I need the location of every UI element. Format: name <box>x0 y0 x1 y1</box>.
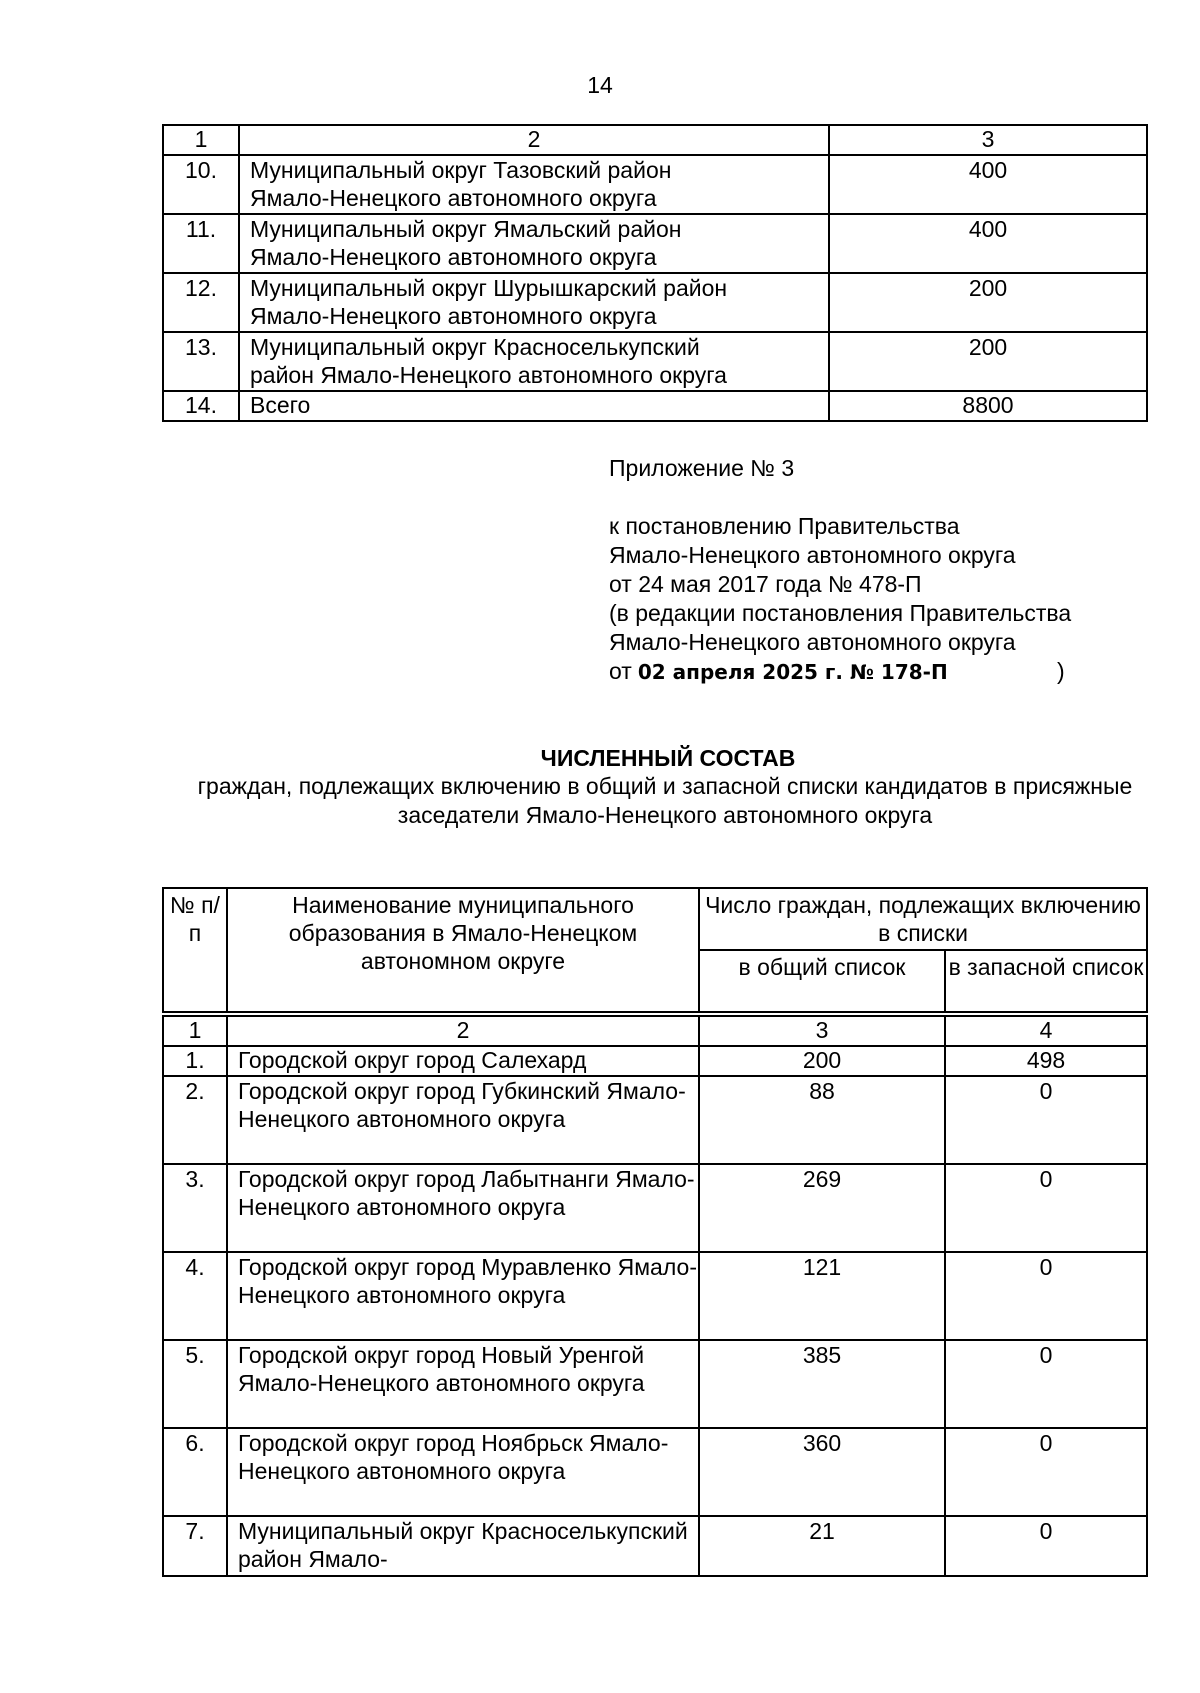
appendix-title: Приложение № 3 <box>609 455 795 481</box>
reserve-list-count: 0 <box>945 1428 1147 1516</box>
general-list-count: 200 <box>699 1046 945 1076</box>
appendix-line: к постановлению Правительства <box>609 513 960 539</box>
table-row <box>163 155 1147 214</box>
header-citizen-count: Число граждан, подлежащих включению в списки <box>699 888 1147 950</box>
column-number-cell: 2 <box>239 125 829 155</box>
jurors-count-table <box>162 887 1148 1577</box>
table-row <box>163 1516 1147 1576</box>
header-municipality: Наименование муниципального образования в Ямало-Ненецком автономном округе <box>227 888 699 1012</box>
appendix-date-suffix: ) <box>1057 658 1065 684</box>
municipality-name: Городской округ город Салехард <box>227 1046 699 1076</box>
column-number-cell: 1 <box>163 1016 227 1046</box>
row-number: 10. <box>163 155 239 214</box>
municipality-name: Муниципальный округ Ямальский район Ямало-Ненецкого автономного округа <box>239 214 829 273</box>
reserve-list-count: 0 <box>945 1516 1147 1576</box>
table-row <box>163 1076 1147 1164</box>
row-number: 11. <box>163 214 239 273</box>
row-number: 7. <box>163 1516 227 1576</box>
municipality-name: Муниципальный округ Красноселькупский район Ямало-Ненецкого автономного округа <box>239 332 829 391</box>
municipality-name: Муниципальный округ Красноселькупский район Ямало- <box>227 1516 699 1576</box>
row-number: 5. <box>163 1340 227 1428</box>
general-list-count: 21 <box>699 1516 945 1576</box>
row-number: 13. <box>163 332 239 391</box>
table-row <box>163 1340 1147 1428</box>
document-title: ЧИСЛЕННЫЙ СОСТАВ <box>540 745 796 771</box>
municipality-name: Городской округ город Ноябрьск Ямало-Ненецкого автономного округа <box>227 1428 699 1516</box>
column-number-cell: 3 <box>829 125 1147 155</box>
total-label: Всего <box>239 391 829 421</box>
general-list-count: 88 <box>699 1076 945 1164</box>
row-number: 12. <box>163 273 239 332</box>
municipality-name: Муниципальный округ Шурышкарский район Ямало-Ненецкого автономного округа <box>239 273 829 332</box>
header-number: № п/п <box>163 888 227 1012</box>
table-row <box>163 1046 1147 1076</box>
citizen-count: 400 <box>829 155 1147 214</box>
municipality-name: Городской округ город Лабытнанги Ямало-Ненецкого автономного округа <box>227 1164 699 1252</box>
appendix-block <box>609 454 1071 687</box>
table-continuation <box>162 124 1148 422</box>
reserve-list-count: 0 <box>945 1252 1147 1340</box>
appendix-line: (в редакции постановления Правительства <box>609 600 1072 626</box>
reserve-list-count: 0 <box>945 1076 1147 1164</box>
appendix-line: от 24 мая 2017 года № 478-П <box>609 571 922 597</box>
general-list-count: 385 <box>699 1340 945 1428</box>
reserve-list-count: 0 <box>945 1164 1147 1252</box>
reserve-list-count: 0 <box>945 1340 1147 1428</box>
table-row <box>163 214 1147 273</box>
appendix-line: Ямало-Ненецкого автономного округа <box>609 629 1016 655</box>
appendix-date-value: 02 апреля 2025 г. № 178-П <box>637 660 948 684</box>
row-number: 2. <box>163 1076 227 1164</box>
table-header-row <box>163 125 1147 155</box>
table-row <box>163 1252 1147 1340</box>
row-number: 6. <box>163 1428 227 1516</box>
document-subtitle: граждан, подлежащих включению в общий и запасной списки кандидатов в присяжные заседатели Ямало-Ненецкого автономного округа <box>197 773 1133 828</box>
row-number: 14. <box>163 391 239 421</box>
table-row <box>163 332 1147 391</box>
appendix-line: Ямало-Ненецкого автономного округа <box>609 542 1016 568</box>
table-row <box>163 1428 1147 1516</box>
column-number-cell: 2 <box>227 1016 699 1046</box>
municipality-name: Городской округ город Муравленко Ямало-Ненецкого автономного округа <box>227 1252 699 1340</box>
column-number-cell: 1 <box>163 125 239 155</box>
table-row <box>163 273 1147 332</box>
column-number-cell: 4 <box>945 1016 1147 1046</box>
general-list-count: 269 <box>699 1164 945 1252</box>
municipality-name: Городской округ город Губкинский Ямало-Ненецкого автономного округа <box>227 1076 699 1164</box>
row-number: 3. <box>163 1164 227 1252</box>
row-number: 4. <box>163 1252 227 1340</box>
header-general-list: в общий список <box>699 950 945 1012</box>
general-list-count: 121 <box>699 1252 945 1340</box>
municipality-name: Городской округ город Новый Уренгой Ямало-Ненецкого автономного округа <box>227 1340 699 1428</box>
citizen-count: 200 <box>829 273 1147 332</box>
general-list-count: 360 <box>699 1428 945 1516</box>
table-row <box>163 1164 1147 1252</box>
appendix-date-line <box>609 657 1071 687</box>
municipality-name: Муниципальный округ Тазовский район Ямало-Ненецкого автономного округа <box>239 155 829 214</box>
reserve-list-count: 498 <box>945 1046 1147 1076</box>
column-numbers-row <box>163 1016 1147 1046</box>
appendix-date-prefix: от <box>609 658 632 684</box>
table-header-row <box>163 888 1147 950</box>
column-number-cell: 3 <box>699 1016 945 1046</box>
table-total-row <box>163 391 1147 421</box>
header-reserve-list: в запасной список <box>945 950 1147 1012</box>
citizen-count: 200 <box>829 332 1147 391</box>
total-value: 8800 <box>829 391 1147 421</box>
citizen-count: 400 <box>829 214 1147 273</box>
row-number: 1. <box>163 1046 227 1076</box>
page-number: 14 <box>587 72 613 98</box>
